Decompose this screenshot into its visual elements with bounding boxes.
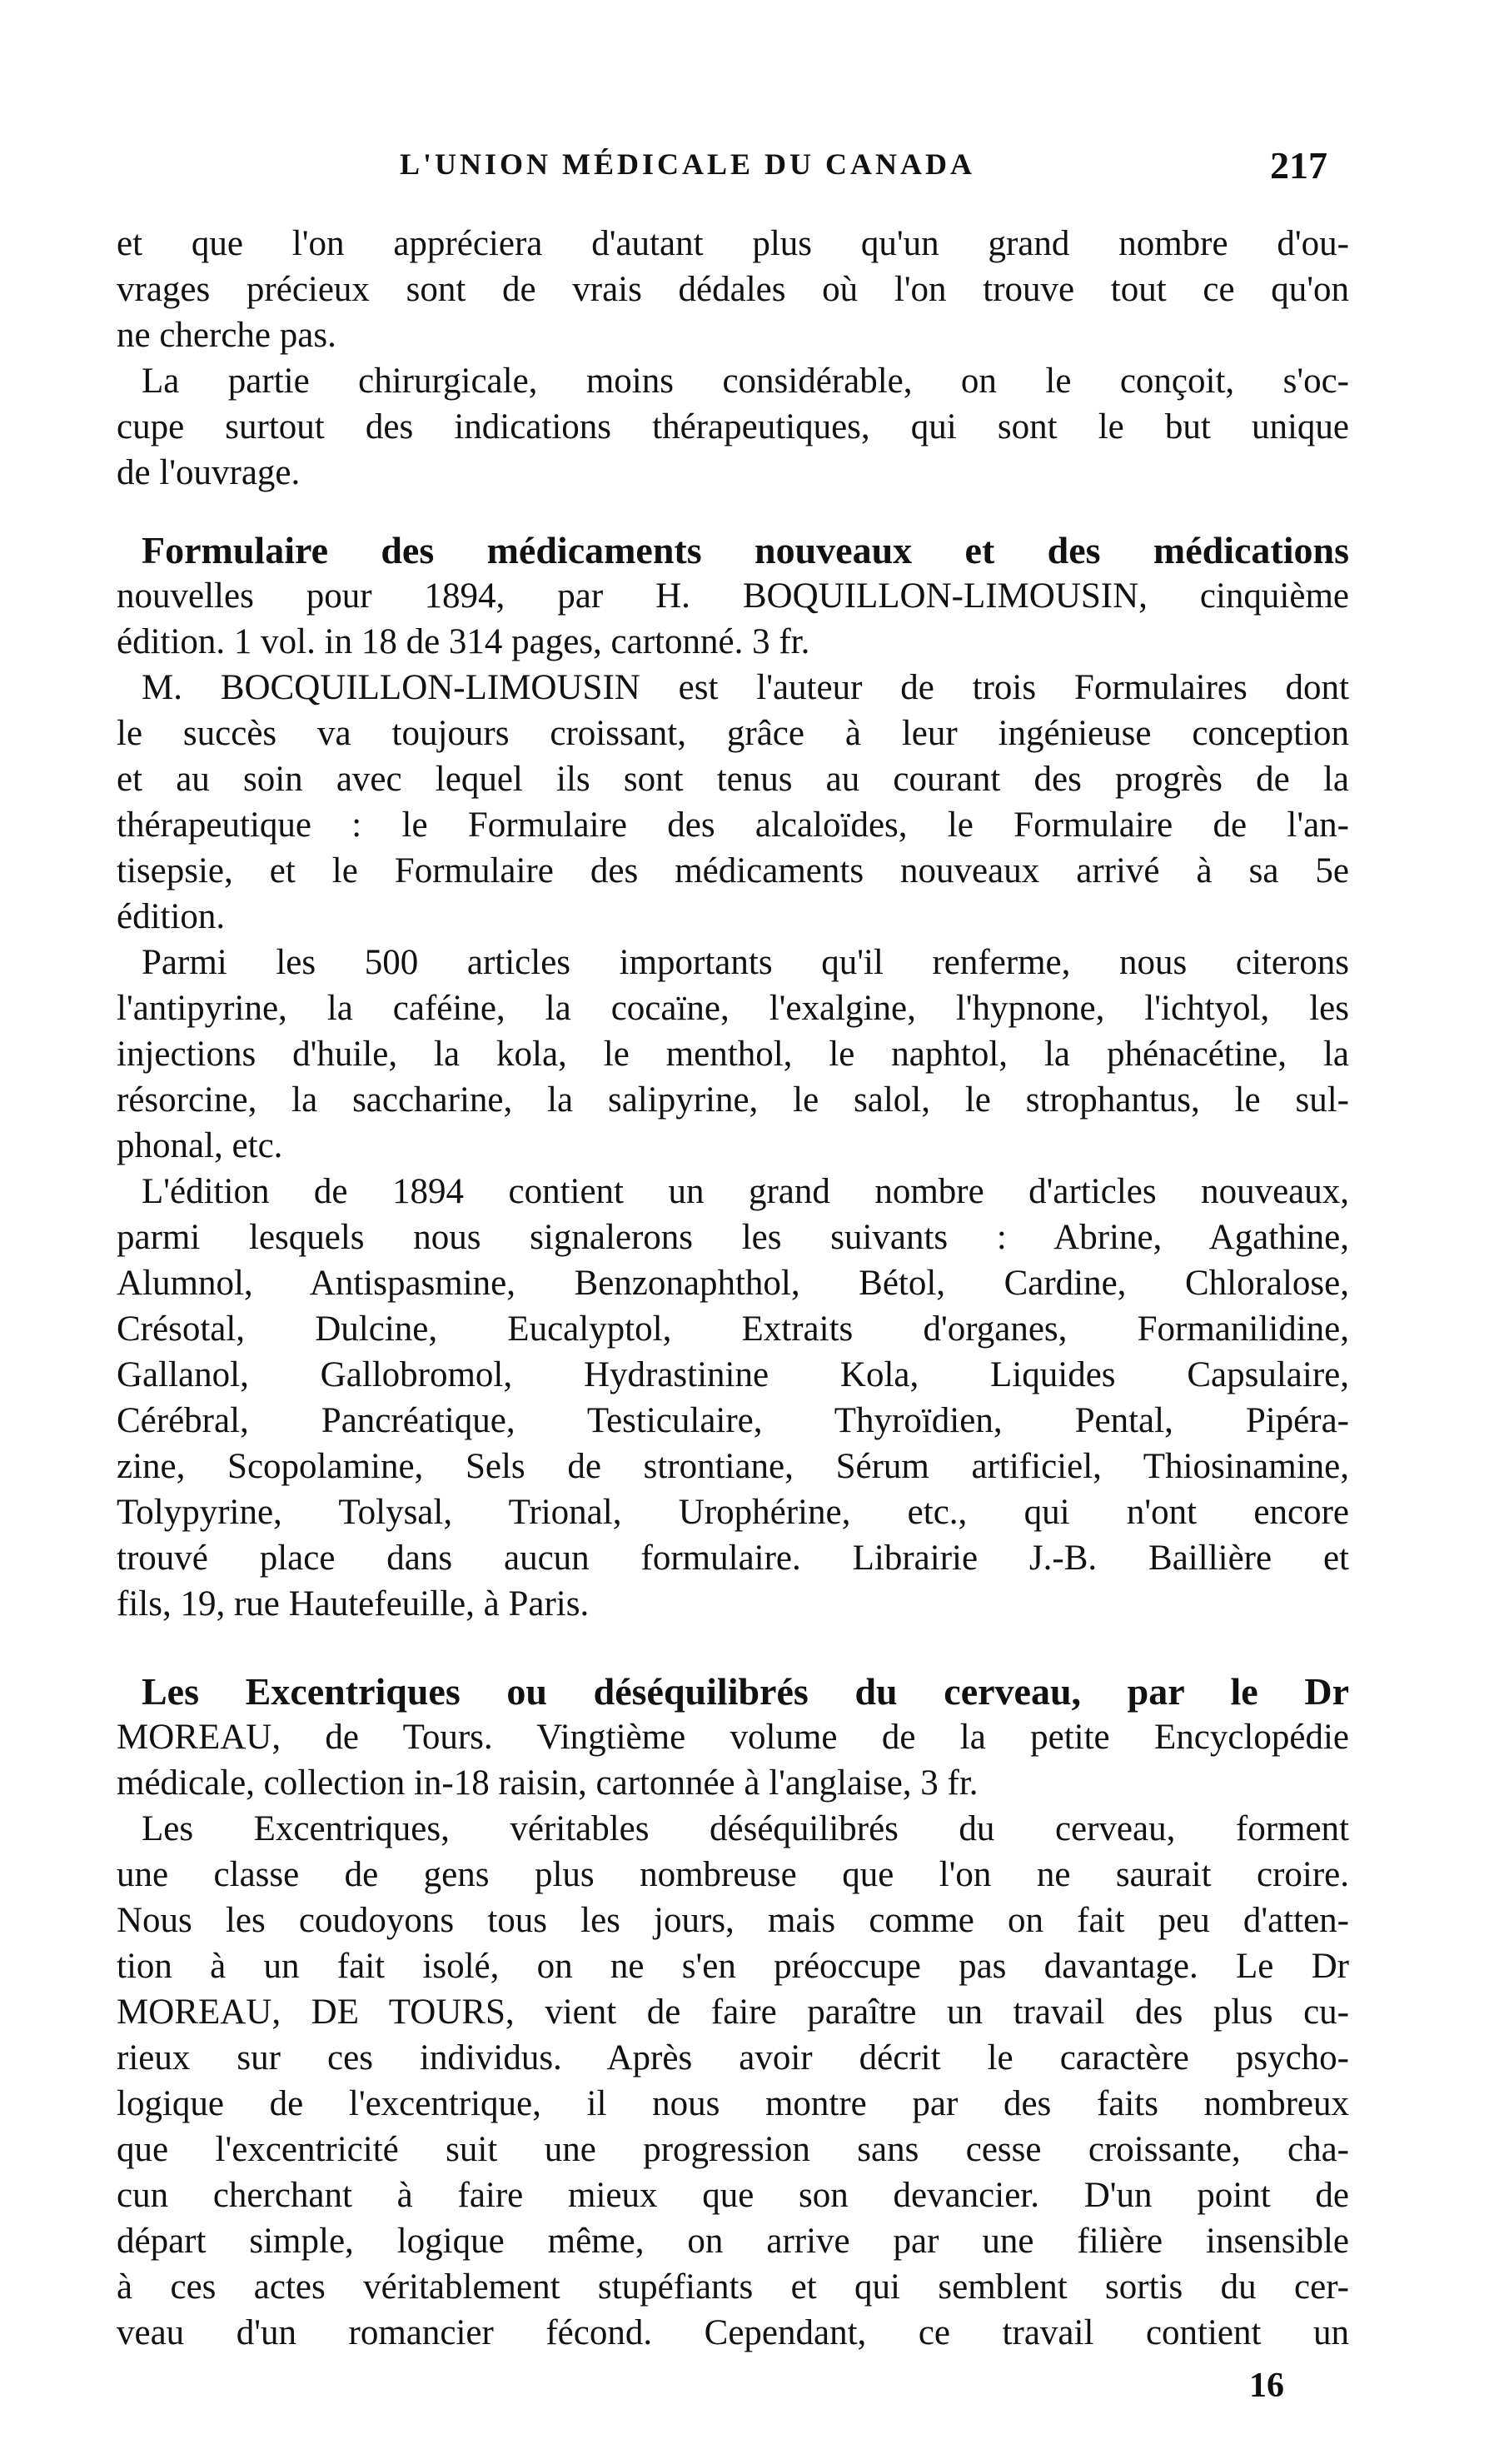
text-line: tisepsie, et le Formulaire des médicaments nouveaux arrivé à sa 5e	[117, 851, 1349, 890]
paragraph-excentriques-review	[117, 1806, 1349, 2356]
text-line: Cérébral, Pancréatique, Testiculaire, Thyroïdien, Pental, Pipéra-	[117, 1401, 1349, 1440]
running-title: L'UNION MÉDICALE DU CANADA	[400, 147, 976, 181]
text-line: Crésotal, Dulcine, Eucalyptol, Extraits d'organes, Formanilidine,	[117, 1309, 1349, 1349]
text-line: médicale, collection in-18 raisin, cartonnée à l'anglaise, 3 fr.	[117, 1763, 979, 1803]
running-header	[0, 144, 1499, 197]
text-line: l'antipyrine, la caféine, la cocaïne, l'exalgine, l'hypnone, l'ichtyol, les	[117, 989, 1349, 1028]
text-line: édition.	[117, 897, 226, 936]
text-line: Alumnol, Antispasmine, Benzonaphthol, Bétol, Cardine, Chloralose,	[117, 1264, 1349, 1303]
text-line: M. BOCQUILLON-LIMOUSIN est l'auteur de trois Formulaires dont	[142, 668, 1349, 707]
text-line: MOREAU, de Tours. Vingtième volume de la petite Encyclopédie	[117, 1718, 1349, 1757]
text-line: vrages précieux sont de vrais dédales où l'on trouve tout ce qu'on	[117, 270, 1349, 309]
text-line: nouvelles pour 1894, par H. BOQUILLON-LIMOUSIN, cinquième	[117, 576, 1349, 616]
text-line: tion à un fait isolé, on ne s'en préoccupe pas davantage. Le Dr	[117, 1947, 1349, 1986]
text-line: Tolypyrine, Tolysal, Trional, Urophérine, etc., qui n'ont encore	[117, 1493, 1349, 1532]
paragraph-intro-continuation	[117, 221, 1349, 358]
text-line: rieux sur ces individus. Après avoir décrit le caractère psycho-	[117, 2038, 1349, 2077]
text-line: Parmi les 500 articles importants qu'il renferme, nous citerons	[142, 943, 1349, 982]
review-heading-formulaire	[117, 527, 1349, 665]
paragraph-500-articles	[117, 940, 1349, 1169]
paragraph-edition-1894	[117, 1169, 1349, 1627]
text-line: logique de l'excentrique, il nous montre par des faits nombreux	[117, 2084, 1349, 2123]
text-line: cupe surtout des indications thérapeutiques, qui sont le but unique	[117, 407, 1349, 446]
text-line: Les Excentriques, véritables déséquilibrés du cerveau, forment	[142, 1809, 1349, 1848]
text-line: et que l'on appréciera d'autant plus qu'un grand nombre d'ou-	[117, 224, 1349, 263]
paragraph-author-formulaires	[117, 665, 1349, 940]
review-title: Les Excentriques ou déséquilibrés du cerveau, par le Dr	[142, 1670, 1349, 1713]
text-line: le succès va toujours croissant, grâce à leur ingénieuse conception	[117, 714, 1349, 753]
body-text	[117, 221, 1349, 2356]
text-line: cun cherchant à faire mieux que son devancier. D'un point de	[117, 2176, 1349, 2215]
text-line: Nous les coudoyons tous les jours, mais comme on fait peu d'atten-	[117, 1901, 1349, 1940]
text-line: thérapeutique : le Formulaire des alcaloïdes, le Formulaire de l'an-	[117, 806, 1349, 845]
paragraph-surgical-part	[117, 358, 1349, 496]
text-line: MOREAU, DE TOURS, vient de faire paraître un travail des plus cu-	[117, 1993, 1349, 2032]
text-line: de l'ouvrage.	[117, 453, 301, 492]
text-line: fils, 19, rue Hautefeuille, à Paris.	[117, 1584, 590, 1624]
text-line: injections d'huile, la kola, le menthol, le naphtol, la phénacétine, la	[117, 1035, 1349, 1074]
text-line: résorcine, la saccharine, la salipyrine, le salol, le strophantus, le sul-	[117, 1080, 1349, 1120]
page-number: 217	[1270, 144, 1327, 187]
text-line: trouvé place dans aucun formulaire. Librairie J.-B. Baillière et	[117, 1539, 1349, 1578]
text-line: phonal, etc.	[117, 1126, 283, 1165]
text-line: édition. 1 vol. in 18 de 314 pages, cartonné. 3 fr.	[117, 622, 810, 661]
text-line: L'édition de 1894 contient un grand nombre d'articles nouveaux,	[142, 1172, 1349, 1211]
text-line: et au soin avec lequel ils sont tenus au courant des progrès de la	[117, 760, 1349, 799]
signature-number: 16	[1249, 2367, 1284, 2405]
text-line: à ces actes véritablement stupéfiants et qui semblent sortis du cer-	[117, 2267, 1349, 2307]
text-line: que l'excentricité suit une progression sans cesse croissante, cha-	[117, 2130, 1349, 2169]
text-line: zine, Scopolamine, Sels de strontiane, Sérum artificiel, Thiosinamine,	[117, 1447, 1349, 1486]
text-line: départ simple, logique même, on arrive par une filière insensible	[117, 2222, 1349, 2261]
text-line: une classe de gens plus nombreuse que l'on ne saurait croire.	[117, 1855, 1349, 1894]
text-line: parmi lesquels nous signalerons les suivants : Abrine, Agathine,	[117, 1218, 1349, 1257]
text-line: La partie chirurgicale, moins considérable, on le conçoit, s'oc-	[142, 362, 1349, 401]
text-line: veau d'un romancier fécond. Cependant, ce travail contient un	[117, 2313, 1349, 2352]
review-title: Formulaire des médicaments nouveaux et des médications	[142, 529, 1349, 571]
text-line: Gallanol, Gallobromol, Hydrastinine Kola, Liquides Capsulaire,	[117, 1355, 1349, 1394]
text-line: ne cherche pas.	[117, 316, 336, 355]
review-heading-excentriques	[117, 1668, 1349, 1806]
